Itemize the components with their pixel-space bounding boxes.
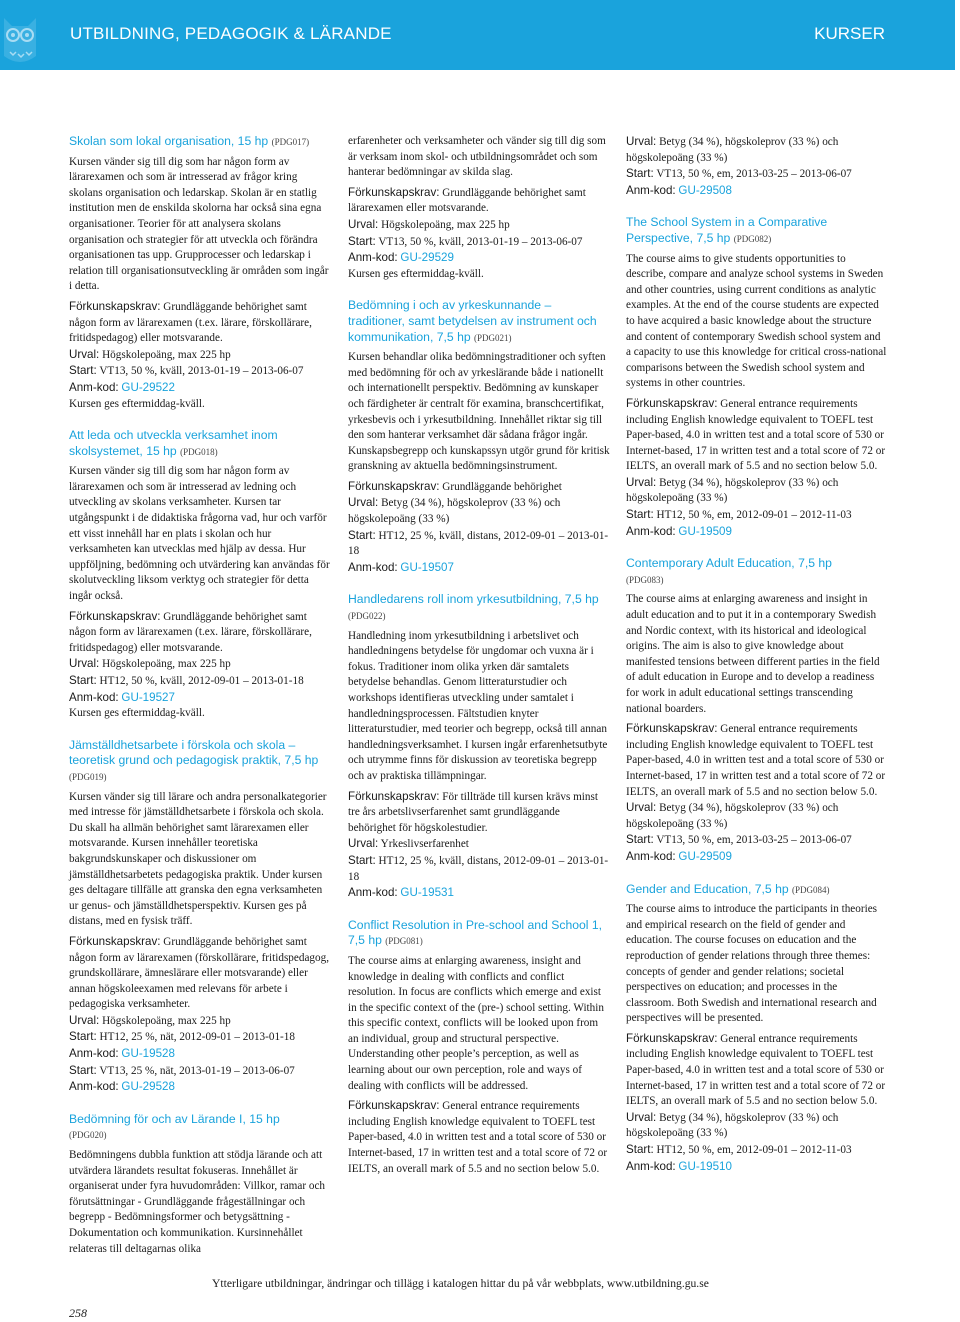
column-3 (626, 134, 888, 1175)
application-code-link[interactable]: GU-29508 (678, 183, 732, 197)
detail-text: Grundläggande behörighet samt någon form av lärarexamen (förskollärare, fritidspedagog, grundskollärare, ämneslärare eller motsvarande) eller annan högskoleexamen med relevans för arbete i pedagogiska verksamheter. (69, 935, 330, 1011)
course-detail (348, 836, 610, 853)
course-detail (626, 396, 888, 475)
course-detail (69, 1079, 331, 1096)
detail-text: Högskolepoäng, max 225 hp (381, 218, 510, 231)
course-entry (626, 215, 888, 540)
detail-text: Grundläggande behörighet samt någon form av lärarexamen (t.ex. lärare, förskollärare, fritidspedagog) eller motsvarande. (69, 610, 312, 654)
detail-label: Start: (626, 1143, 654, 1157)
course-title-text: Skolan som lokal organisation, 15 hp (69, 134, 269, 148)
detail-label: Förkunskapskrav: (626, 722, 718, 736)
detail-label: Start: (626, 167, 654, 181)
course-description: Kursen vänder sig till lärare och andra personalkategorier med intresse för jämställdhetsarbete i förskola och skola. Du skall ha allmän behörighet samt lärarexamen eller motsvarande. Kursen innehåller teoretiska bakgrundskunskaper och diskussioner om jämställdhetsarbetets pedagogiska praktik. Under kursen ges deltagare tillfälle att granska den egna verksamheten ur genus- och jämställdhetsperspektiv. Kursen ges på distans, med en fysisk träff. (69, 790, 327, 928)
application-code-link[interactable]: GU-19507 (400, 560, 454, 574)
detail-label: Start: (348, 234, 376, 248)
detail-text: HT12, 25 %, kväll, distans, 2012-09-01 – 2013-01-18 (348, 529, 609, 558)
detail-label: Förkunskapskrav: (69, 299, 161, 313)
detail-label: Urval: (626, 801, 657, 815)
detail-label: Urval: (69, 1013, 100, 1027)
detail-label: Förkunskapskrav: (626, 1031, 718, 1045)
course-title-text: Handledarens roll inom yrkesutbildning, 7,5 hp (348, 592, 599, 607)
detail-label: Start: (626, 833, 654, 847)
course-detail (626, 1031, 888, 1110)
course-detail (69, 299, 331, 347)
header-category: KURSER (814, 24, 885, 43)
course-entry (69, 1112, 331, 1257)
course-code: (PDG082) (733, 233, 772, 244)
detail-text: Betyg (34 %), högskoleprov (33 %) och högskolepoäng (33 %) (626, 1111, 839, 1140)
detail-text: VT13, 50 %, em, 2013-03-25 – 2013-06-07 (656, 168, 852, 181)
detail-text: VT13, 50 %, em, 2013-03-25 – 2013-06-07 (656, 834, 852, 847)
course-detail (626, 1159, 888, 1176)
course-description: The course aims to give students opportunities to describe, compare and analyze school systems in Sweden and other countries, using current conditions as analytic examples. At the end of the course students are expected to have acquired a basic knowledge about the structure and content of contemporary Swedish school system and a capacity to use this knowledge for critical cross-national comparisons between the Swedish school system and systems in other countries. (626, 252, 887, 390)
course-entry (348, 918, 610, 1178)
course-entry (626, 134, 888, 199)
detail-label: Start: (69, 674, 97, 687)
course-detail (348, 479, 610, 496)
course-detail (69, 1063, 331, 1080)
column-1 (69, 134, 331, 1257)
detail-label: Start: (69, 1063, 97, 1077)
detail-text: HT12, 25 %, kväll, distans, 2012-09-01 – 2013-01-18 (348, 854, 609, 883)
course-entry (69, 428, 331, 722)
course-detail (348, 495, 610, 527)
course-code: (PDG021) (474, 332, 512, 343)
detail-label: Start: (348, 528, 376, 542)
course-title-text: Bedömning i och av yrkeskunnande – traditioner, samt betydelsen av instrument och kommunikation, 7,5 hp (348, 298, 597, 344)
course-code: (PDG083) (626, 574, 664, 585)
detail-text: VT13, 50 %, kväll, 2013-01-19 – 2013-06-07 (378, 235, 583, 248)
course-description: erfarenheter och verksamheter och vänder sig till dig som är verksam inom skol- och utbildningsområdet och som hanterar bedömningar av skilda slag. (348, 135, 606, 179)
course-detail (69, 397, 331, 413)
application-code-link[interactable]: GU-19528 (121, 1047, 175, 1061)
detail-text: Grundläggande behörighet samt lärarexamen eller motsvarande. (348, 186, 586, 215)
detail-text: Kursen ges eftermiddag-kväll. (348, 267, 484, 280)
detail-text: HT12, 25 %, nät, 2012-09-01 – 2013-01-18 (99, 1031, 295, 1044)
course-detail (626, 800, 888, 832)
course-title (348, 592, 610, 624)
detail-label: Start: (626, 508, 654, 522)
header-section-title: UTBILDNING, PEDAGOGIK & LÄRANDE (70, 24, 392, 43)
course-detail (626, 475, 888, 507)
course-detail (626, 524, 888, 541)
application-code-link[interactable]: GU-29529 (400, 251, 454, 265)
detail-text: HT12, 50 %, em, 2012-09-01 – 2012-11-03 (656, 1144, 852, 1157)
detail-label: Urval: (69, 657, 100, 671)
course-detail (69, 706, 331, 722)
course-detail (69, 1013, 331, 1030)
course-title-text: Jämställdhetsarbete i förskola och skola – teoretisk grund och pedagogisk praktik, 7,5 hp (69, 737, 319, 768)
detail-label: Förkunskapskrav: (348, 479, 440, 493)
course-detail (626, 1110, 888, 1142)
application-code-link[interactable]: GU-19527 (121, 690, 175, 704)
course-detail (69, 656, 331, 673)
course-description: Kursen vänder sig till dig som har någon form av lärarexamen och som är intresserad av frågor kring skolans organisation och ledarskap. Skolan är en statlig institution men de enskilda skolorna har också sina egna organisationer. Teorier för att analysera skolans organisation och strategier för att utveckla och förändra organisationen tas upp. Grupprocesser och ledarskap i relation till organisationsutveckling är områden som ingår i detta. (69, 155, 329, 293)
course-title-text: Gender and Education, 7,5 hp (626, 881, 789, 896)
detail-label: Anm-kod: (69, 690, 119, 704)
course-detail (348, 853, 610, 885)
course-code: (PDG020) (69, 1130, 107, 1141)
detail-text: VT13, 50 %, kväll, 2013-01-19 – 2013-06-07 (99, 365, 304, 378)
course-detail (626, 183, 888, 200)
detail-label: Start: (348, 853, 376, 867)
detail-label: Förkunskapskrav: (348, 185, 440, 199)
detail-label: Anm-kod: (626, 524, 676, 538)
detail-label: Anm-kod: (69, 1047, 119, 1061)
detail-label: Start: (69, 364, 97, 378)
detail-label: Förkunskapskrav: (69, 934, 161, 948)
course-entry (69, 738, 331, 1096)
detail-text: Betyg (34 %), högskoleprov (33 %) och högskolepoäng (33 %) (626, 136, 839, 164)
detail-label: Förkunskapskrav: (348, 1099, 440, 1113)
course-detail (626, 1142, 888, 1159)
course-detail (348, 250, 610, 267)
course-title (626, 882, 888, 899)
course-code: (PDG022) (348, 611, 386, 622)
course-title-text: Conflict Resolution in Pre-school and School 1, 7,5 hp (348, 917, 603, 948)
detail-label: Förkunskapskrav: (626, 396, 718, 410)
detail-label: Anm-kod: (348, 886, 398, 900)
course-entry (626, 556, 888, 865)
course-detail (69, 380, 331, 397)
detail-label: Anm-kod: (69, 380, 119, 394)
detail-text: HT12, 50 %, em, 2012-09-01 – 2012-11-03 (656, 509, 852, 522)
course-detail (69, 690, 331, 707)
course-description: Kursen vänder sig till dig som har någon form av lärarexamen och som är intresserad av ledning och utveckling av skolans verksamheter. Kursen tar utgångspunkt i de didaktiska frågorna vad, hur och varför ett visst innehåll har en plats i skolan och hur verksamheten kan utvecklas med hjälp av dessa. Hur uppföljning, bedömning och utvärdering kan användas för skolutveckling liksom verktyg och strategier för detta ingår också. (69, 465, 330, 603)
course-detail (626, 134, 888, 166)
column-2 (348, 134, 610, 1177)
detail-label: Anm-kod: (69, 1080, 119, 1094)
course-description: The course aims at enlarging awareness and insight in adult education and to put it in a contemporary Swedish and Nordic context, with its historical and ideological origins. The aim is also to give knowledge about manifested tensions between different parties in the field of adult education in Europe and to develop a readiness for work in adult educational settings transcending national boarders. (626, 593, 880, 715)
detail-text: General entrance requirements including English knowledge equivalent to TOEFL test Paper-based, 4.0 in written test and a total score of 530 or Internet-based, 17 in written test and a total score of 72 or IELTS, an overall mark of 5.5 and no section below 5.0. (626, 1032, 886, 1108)
course-detail (348, 267, 610, 283)
owl-icon (0, 8, 40, 68)
detail-text: Högskolepoäng, max 225 hp (102, 348, 231, 361)
detail-text: Högskolepoäng, max 225 hp (102, 658, 231, 671)
course-description: Kursen behandlar olika bedömningstraditioner och syften med bedömning för och av yrkeslärande både i nationellt och internationellt perspektiv. Bedömning av kunskaper och färdigheter är centralt för examina, branschcertifikat, yrkesbevis och i yrkesutbildning. Innehållet riktar sig till den som hanterar verksamhet där sådana frågor ingår. Kunskapsbegrepp och kunskapssyn utgör grund för kritisk granskning av aktuella bedömningsinstrument. (348, 351, 610, 473)
course-detail (348, 885, 610, 902)
course-title (626, 556, 888, 588)
course-detail (348, 217, 610, 234)
course-entry (348, 298, 610, 576)
course-detail (69, 347, 331, 364)
detail-label: Urval: (69, 347, 100, 361)
course-code: (PDG084) (792, 884, 830, 895)
application-code-link[interactable]: GU-29522 (121, 380, 175, 394)
course-title-text: Bedömning för och av Lärande I, 15 hp (69, 1111, 280, 1126)
course-detail (69, 934, 331, 1013)
application-code-link[interactable]: GU-19509 (678, 524, 732, 538)
course-title (69, 738, 331, 786)
detail-label: Urval: (626, 135, 657, 148)
course-description: Handledning inom yrkesutbildning i arbetslivet och handledningens betydelse för ungdomar och vuxna är i fokus. Traditioner inom olika yrken där samtalets betydelse behandlas. Genom litteraturstudier och workshops identifieras utveckling under samtalet i handledningsprocessen. Fältstudien knyter litteraturstudier, med teorier och begrepp, också till annan handledningsverksamhet. I kursen ingår erfarenhetsutbyte och utrymme finns för diskussion av teoretiska begrepp och av praktiska tillämpningar. (348, 629, 608, 782)
course-detail (69, 363, 331, 380)
course-title (69, 1112, 331, 1144)
course-title-text: Att leda och utveckla verksamhet inom skolsystemet, 15 hp (69, 428, 278, 458)
detail-label: Anm-kod: (348, 251, 398, 265)
detail-label: Anm-kod: (626, 849, 676, 863)
course-title (69, 428, 331, 460)
course-detail (348, 560, 610, 577)
course-code: (PDG019) (69, 771, 107, 782)
course-detail (626, 849, 888, 866)
course-detail (69, 673, 331, 690)
course-description: The course aims to introduce the participants in theories and empirical research on the field of gender and education. The course focuses on education and the reproduction of gender relations through three themes: concepts of gender and gender relations; societal perspectives on education; and processes in the classroom. Both Swedish and international research and perspectives will be presented. (626, 903, 878, 1025)
course-title-text: The School System in a Comparative Perspective, 7,5 hp (626, 215, 828, 245)
detail-label: Urval: (348, 496, 379, 510)
page-header (0, 0, 955, 70)
application-code-link[interactable]: GU-19510 (678, 1159, 732, 1173)
course-code: (PDG017) (271, 137, 310, 147)
detail-text: För tillträde till kursen krävs minst tre års arbetslivserfarenhet samt grundläggande behörighet för högskolestudier. (348, 790, 598, 834)
course-entry (348, 592, 610, 901)
detail-text: Grundläggande behörighet (442, 480, 562, 493)
course-title (348, 918, 610, 950)
page-number: 258 (69, 1306, 87, 1320)
application-code-link[interactable]: GU-29509 (678, 849, 732, 863)
detail-text: HT12, 50 %, kväll, 2012-09-01 – 2013-01-18 (99, 675, 304, 687)
footer-note: Ytterligare utbildningar, ändringar och tillägg i katalogen hittar du på vår webbplats, www.utbildning.gu.se (212, 1277, 709, 1290)
detail-text: Betyg (34 %), högskoleprov (33 %) och högskolepoäng (33 %) (626, 802, 839, 830)
course-detail (348, 185, 610, 217)
course-detail (69, 609, 331, 657)
detail-label: Förkunskapskrav: (348, 789, 440, 803)
detail-text: Kursen ges eftermiddag-kväll. (69, 707, 205, 720)
course-detail (626, 166, 888, 183)
course-description: The course aims at enlarging awareness, insight and knowledge in dealing with conflicts and conflict resolution. In focus are conflicts which emerge and exist in the specific context of the (pre-) school setting. Within this specific context, conflicts will be looked upon from an individual, group and structural perspective. Understanding other people’s perception, as well as learning about our own perception, role and ways of dealing with conflicts will be addressed. (348, 954, 604, 1092)
course-title-text: Contemporary Adult Education, 7,5 hp (626, 556, 832, 571)
detail-text: General entrance requirements including English knowledge equivalent to TOEFL test Paper-based, 4.0 in written test and a total score of 530 or Internet-based, 17 in written test and a total score of 72 or IELTS, an overall mark of 5.5 and no section below 5.0. (348, 1100, 608, 1175)
course-entry (626, 882, 888, 1176)
detail-label: Anm-kod: (626, 183, 676, 197)
detail-label: Anm-kod: (626, 1159, 676, 1173)
course-detail (348, 1098, 610, 1177)
detail-label: Urval: (348, 837, 379, 851)
detail-text: Betyg (34 %), högskoleprov (33 %) och högskolepoäng (33 %) (626, 476, 839, 505)
course-detail (348, 528, 610, 560)
detail-text: Yrkeslivserfarenhet (380, 838, 469, 851)
course-code: (PDG018) (180, 446, 218, 457)
course-detail (626, 721, 888, 800)
detail-label: Förkunskapskrav: (69, 609, 161, 623)
course-detail (69, 1046, 331, 1063)
course-detail (626, 832, 888, 849)
detail-text: Betyg (34 %), högskoleprov (33 %) och högskolepoäng (33 %) (348, 497, 561, 526)
detail-text: General entrance requirements including English knowledge equivalent to TOEFL test Paper-based, 4.0 in written test and a total score of 530 or Internet-based, 17 in written test and a total score of 72 or IELTS, an overall mark of 5.5 and no section below 5.0. (626, 723, 886, 798)
course-detail (626, 507, 888, 524)
application-code-link[interactable]: GU-29528 (121, 1080, 175, 1094)
course-code: (PDG081) (385, 936, 423, 947)
detail-label: Anm-kod: (348, 560, 398, 574)
course-detail (348, 234, 610, 251)
detail-text: Kursen ges eftermiddag-kväll. (69, 397, 205, 410)
course-title (69, 134, 331, 151)
course-detail (69, 1029, 331, 1046)
course-title (348, 298, 610, 346)
detail-text: VT13, 25 %, nät, 2013-01-19 – 2013-06-07 (99, 1064, 295, 1077)
detail-text: General entrance requirements including English knowledge equivalent to TOEFL test Paper-based, 4.0 in written test and a total score of 530 or Internet-based, 17 in written test and a total score of 72 or IELTS, an overall mark of 5.5 and no section below 5.0. (626, 397, 886, 473)
detail-text: Högskolepoäng, max 225 hp (102, 1014, 231, 1027)
detail-label: Urval: (626, 1110, 657, 1124)
application-code-link[interactable]: GU-19531 (400, 886, 454, 900)
detail-label: Urval: (348, 217, 379, 231)
detail-text: Grundläggande behörighet samt någon form av lärarexamen (t.ex. lärare, förskollärare, fritidspedagog) eller motsvarande. (69, 300, 312, 345)
course-entry (69, 134, 331, 412)
course-detail (348, 789, 610, 837)
detail-label: Start: (69, 1030, 97, 1044)
course-description: Bedömningens dubbla funktion att stödja lärande och att utvärdera lärandets resultat fokuseras. Innehållet är organiserat under fyra huvudområden: Villkor, ramar och förutsättningar - Grundläggande frågeställningar och begrepp - Bedömningsformer och betygsättning - Dokumentation och kommunikation. Kursinnehållet relateras till deltagarnas olika (69, 1149, 326, 1255)
course-entry (348, 134, 610, 282)
course-title (626, 215, 888, 247)
detail-label: Urval: (626, 475, 657, 489)
